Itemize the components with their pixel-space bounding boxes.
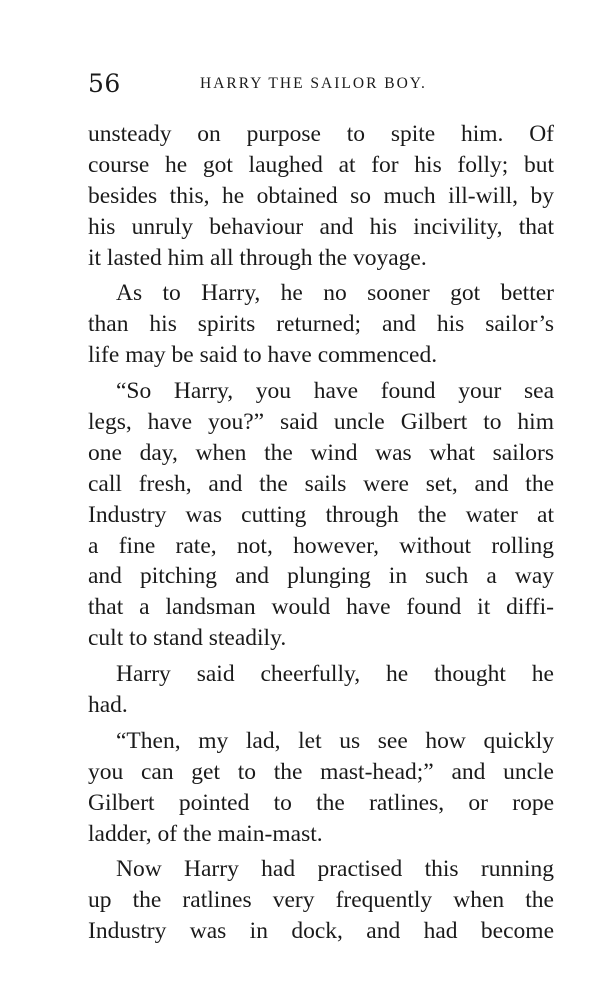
text-line: unsteady on purpose to spite him. Of <box>88 121 554 147</box>
text-line: “So Harry, you have found your sea <box>116 378 554 405</box>
text-line: a fine rate, not, however, without rolling <box>88 532 554 559</box>
paragraph <box>88 726 554 850</box>
text-line: ladder, of the main-mast. <box>88 820 323 847</box>
paragraph <box>88 278 554 371</box>
text-line: you can get to the mast-head;” and uncle <box>88 758 554 785</box>
text-line: cult to stand steadily. <box>88 625 287 652</box>
text-line: Now Harry had practised this running <box>116 856 554 883</box>
text-line: “Then, my lad, let us see how quickly <box>116 727 554 754</box>
text-line: legs, have you?” said uncle Gilbert to him <box>88 409 554 436</box>
text-line: besides this, he obtained so much ill-will, by <box>88 182 554 209</box>
text-line: Gilbert pointed to the ratlines, or rope <box>88 789 554 816</box>
text-line: call fresh, and the sails were set, and the <box>88 470 554 497</box>
text-line: life may be said to have commenced. <box>88 342 438 369</box>
text-line: it lasted him all through the voyage. <box>88 244 427 271</box>
text-line: that a landsman would have found it diffi- <box>88 594 554 621</box>
text-line: Industry was cutting through the water at <box>88 501 554 528</box>
page-number: 56 <box>88 69 121 98</box>
paragraph <box>88 659 554 721</box>
paragraph <box>88 376 554 654</box>
text-line: up the ratlines very frequently when the <box>88 887 554 914</box>
text-line: than his spirits returned; and his sailor’s <box>88 311 554 338</box>
running-head <box>88 66 554 102</box>
text-line: one day, when the wind was what sailors <box>88 439 554 466</box>
text-line: Harry said cheerfully, he thought he <box>116 661 554 688</box>
text-line: and pitching and plunging in such a way <box>88 563 554 590</box>
text-line: Industry was in dock, and had become <box>88 918 554 945</box>
text-line: had. <box>88 692 128 719</box>
text-line: his unruly behaviour and his incivility, that <box>88 213 554 240</box>
body-text <box>88 119 554 947</box>
text-line: As to Harry, he no sooner got better <box>116 280 554 307</box>
paragraph <box>88 119 554 273</box>
book-title: HARRY THE SAILOR BOY. <box>200 75 427 92</box>
paragraph <box>88 854 554 947</box>
text-line: course he got laughed at for his folly; but <box>88 151 554 178</box>
